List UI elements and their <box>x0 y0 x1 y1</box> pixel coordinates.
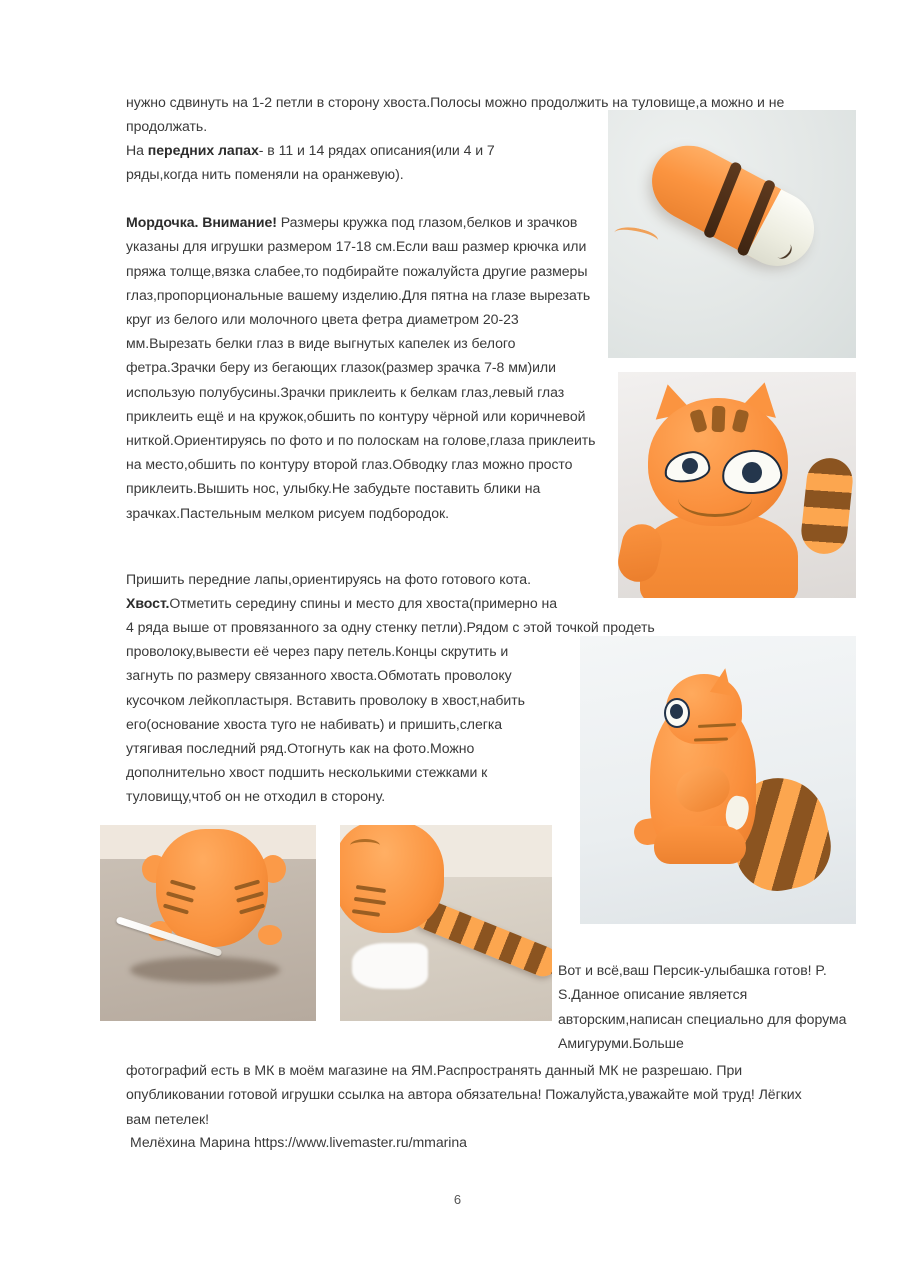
photo-scene <box>100 825 316 1021</box>
cast-shadow <box>130 957 280 983</box>
paragraph-tail-line3: проволоку,вывести её через пару петель.Концы скрутить и загнуть по размеру связанного хвоста.Обмотать проволоку кусочком лейкопластыря. Вставить проволоку в хвост,набить его(основание хвоста туго не набивать) и пришить,слегка утягивая последний ряд.Отогнуть как на фото.Можно дополнительно хвост подшить несколькими стежками к туловищу,чтоб он не отходил в сторону. <box>126 643 525 805</box>
cast-shadow <box>352 943 428 989</box>
page-number: 6 <box>453 1192 462 1207</box>
muzzle-heading: Мордочка. Внимание! <box>126 214 277 231</box>
tail-brown-stripe <box>703 161 743 239</box>
photo-cat-back-with-wire <box>100 825 316 1021</box>
tail-piece-body <box>639 132 826 278</box>
tail-heading: Хвост. <box>126 595 170 612</box>
photo-scene <box>340 825 552 1021</box>
head-stripe <box>712 406 726 432</box>
cat-pupil <box>670 704 683 719</box>
cat-striped-tail <box>799 456 855 556</box>
cat-ear-fold <box>350 839 380 852</box>
yarn-tail-end <box>613 223 660 250</box>
paragraph-copyright-footer: фотографий есть в МК в моём магазине на ЯМ.Распространять данный МК не разрешаю. При опубликовании готовой игрушки ссылка на автора обязательна! Пожалуйста,уважайте мой труд! Лёгких вам петелек! <box>126 1062 802 1127</box>
photo-finished-cat-side-view <box>580 636 856 924</box>
cat-pupil-right <box>742 462 762 483</box>
photo-scene <box>580 636 856 924</box>
paws-prefix: На <box>126 142 148 159</box>
paragraph-attach-front-paws: Пришить передние лапы,ориентируясь на фото готового кота. <box>126 571 531 588</box>
paragraph-author-credit: Мелёхина Марина https://www.livemaster.ru/mmarina <box>130 1134 467 1151</box>
photo-cat-face-closeup <box>618 372 856 598</box>
cat-pupil-left <box>682 458 698 474</box>
paws-bold-label: передних лапах <box>147 142 259 159</box>
paragraph-completion-note: Вот и всё,ваш Персик-улыбашка готов! P. S.Данное описание является авторским,написан специально для форума Амигуруми.Больше <box>558 962 847 1051</box>
cat-back-body <box>156 829 268 947</box>
cat-leg <box>654 826 746 864</box>
paragraph-muzzle <box>126 210 596 525</box>
paragraph-tail-line2: 4 ряда выше от провязанного за одну стенку петли).Рядом с этой точкой продеть <box>126 619 655 636</box>
paragraph-front-paws-rows <box>126 138 566 186</box>
cat-ear <box>710 666 736 695</box>
cat-foot-right <box>258 925 282 945</box>
photo-scene <box>608 110 856 358</box>
paragraph-tail-line1 <box>126 591 576 615</box>
paws-rest: - в 11 и 14 рядах описания(или 4 и 7 ряды,когда нить поменяли на оранжевую). <box>126 142 495 183</box>
tail-line1-text: Отметить середину спины и место для хвоста(примерно на <box>169 595 558 612</box>
photo-crocheted-tail-piece <box>608 110 856 358</box>
photo-cat-with-striped-tail <box>340 825 552 1021</box>
muzzle-body: Размеры кружка под глазом,белков и зрачков указаны для игрушки размером 17-18 см.Если ваш размер крючка или пряжа толще,вязка слабее,то подбирайте пожалуйста другие размеры глаз,пропорциональные вашему изделию.Для пятна на глазе вырезать круг из белого или молочного цвета фетра диаметром 20-23 мм.Вырезать белки глаз в виде выгнутых капелек из белого фетра.Зрачки беру из бегающих глазок(размер зрачка 7-8 мм)или использую полубусины.Зрачки приклеить к белкам глаз,левый глаз приклеить ещё и на кружок,обшить по контуру чёрной или коричневой ниткой.Ориентируясь по фото и по полоскам на голове,глаза приклеить на место,обшить по контуру второй глаз.Обводку глаз можно просто приклеить.Вышить нос, улыбку.Не забудьте поставить блики на зрачках.Пастельным мелком рисуем подбородок. <box>126 214 596 521</box>
photo-scene <box>618 372 856 598</box>
paragraph-intro: нужно сдвинуть на 1-2 петли в сторону хвоста.Полосы можно продолжить на туловище,а можно и не продолжать. <box>126 94 785 135</box>
